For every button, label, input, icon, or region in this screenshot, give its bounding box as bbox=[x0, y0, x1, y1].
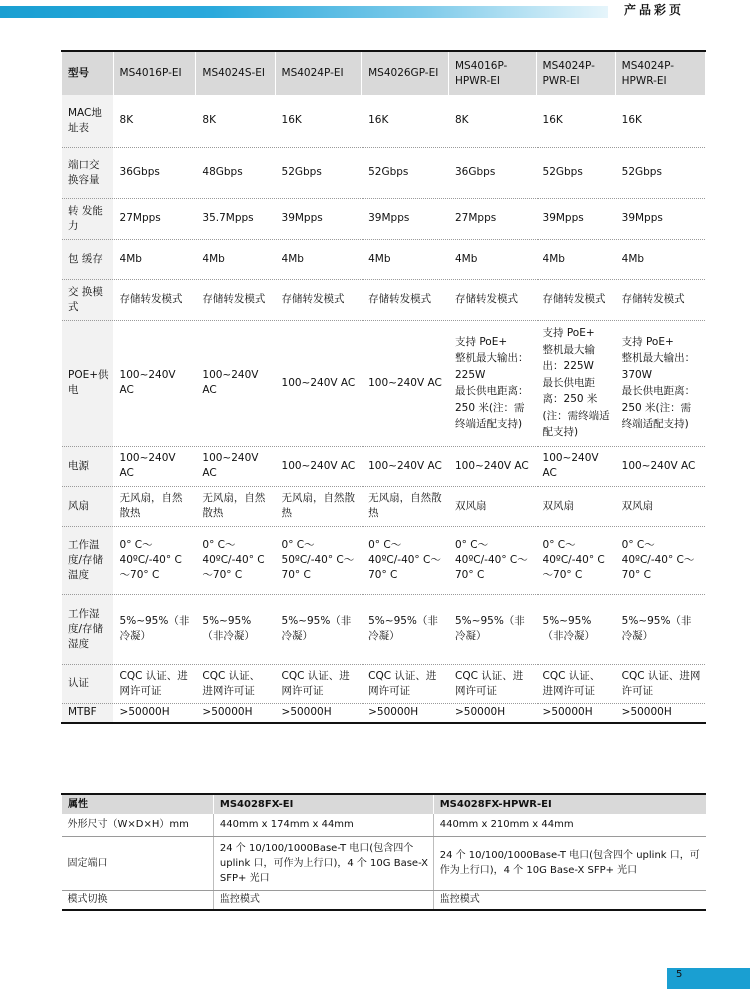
table-cell: >50000H bbox=[275, 703, 362, 723]
poe-support: 支持 PoE+ bbox=[542, 327, 595, 340]
poe-cell bbox=[536, 320, 615, 446]
table-cell: 8K bbox=[113, 95, 196, 147]
table-cell: 27Mpps bbox=[449, 198, 537, 239]
table-row bbox=[62, 836, 707, 890]
table-cell: >50000H bbox=[362, 703, 449, 723]
table-cell: CQC 认证、进网许可证 bbox=[362, 664, 449, 703]
row-label: 固定端口 bbox=[62, 836, 214, 890]
table-cell: 0° C～40ºC/-40° C～70° C bbox=[113, 526, 196, 594]
poe-max-output: 整机最大输出：225W bbox=[542, 343, 596, 373]
table-cell: 5%~95%（非冷凝） bbox=[113, 594, 196, 664]
row-label: 认证 bbox=[62, 664, 114, 703]
table-cell: 100~240V AC bbox=[449, 446, 537, 486]
table-cell: >50000H bbox=[536, 703, 615, 723]
table-cell: CQC 认证、进网许可证 bbox=[449, 664, 537, 703]
header-accent-bar bbox=[0, 6, 608, 18]
table-cell: 24 个 10/100/1000Base-T 电口(包含四个 uplink 口，可作为上行口)，4 个 10G Base-X SFP+ 光口 bbox=[213, 836, 433, 890]
table-cell: 39Mpps bbox=[362, 198, 449, 239]
table-cell: 52Gbps bbox=[362, 147, 449, 198]
table-cell: 存储转发模式 bbox=[449, 279, 537, 320]
table-cell: 100~240V AC bbox=[196, 446, 275, 486]
table-cell: 48Gbps bbox=[196, 147, 275, 198]
poe-distance: 最长供电距离：250 米(注：需终端适配支持) bbox=[542, 376, 610, 439]
table-cell: 4Mb bbox=[362, 239, 449, 279]
table-cell: 存储转发模式 bbox=[113, 279, 196, 320]
model-header: MS4028FX-EI bbox=[213, 794, 433, 814]
table-cell: 监控模式 bbox=[433, 890, 706, 910]
row-label: 外形尺寸（W×D×H）mm bbox=[62, 814, 214, 836]
table-cell: CQC 认证、进网许可证 bbox=[615, 664, 705, 703]
table-cell: 39Mpps bbox=[536, 198, 615, 239]
poe-distance: 最长供电距离：250 米(注：需终端适配支持) bbox=[455, 385, 529, 430]
table-cell: 存储转发模式 bbox=[536, 279, 615, 320]
table-row bbox=[62, 147, 706, 198]
table-cell: 5%~95%（非冷凝） bbox=[196, 594, 275, 664]
table-cell: 4Mb bbox=[196, 239, 275, 279]
table-cell: 双风扇 bbox=[449, 486, 537, 526]
row-label: 端口交换容量 bbox=[62, 147, 114, 198]
row-label: 电源 bbox=[62, 446, 114, 486]
page-number: 5 bbox=[676, 969, 683, 980]
table-cell: 100~240V AC bbox=[196, 320, 275, 446]
table-cell: 36Gbps bbox=[449, 147, 537, 198]
table-cell: 39Mpps bbox=[615, 198, 705, 239]
row-label: 模式切换 bbox=[62, 890, 214, 910]
table-cell: 0° C～40ºC/-40° C～70° C bbox=[362, 526, 449, 594]
table-row bbox=[62, 446, 706, 486]
table-cell: >50000H bbox=[449, 703, 537, 723]
table-cell: 16K bbox=[536, 95, 615, 147]
table-cell: 36Gbps bbox=[113, 147, 196, 198]
table-cell: 存储转发模式 bbox=[275, 279, 362, 320]
row-label: MTBF bbox=[62, 703, 114, 723]
table-cell: 27Mpps bbox=[113, 198, 196, 239]
table-row bbox=[62, 703, 706, 723]
model-header: MS4016P-HPWR-EI bbox=[449, 51, 537, 95]
table-cell: 100~240V AC bbox=[536, 446, 615, 486]
row-label: MAC地址表 bbox=[62, 95, 114, 147]
table-cell: 0° C～50ºC/-40° C～70° C bbox=[275, 526, 362, 594]
table-cell: 监控模式 bbox=[213, 890, 433, 910]
model-header: MS4024S-EI bbox=[196, 51, 275, 95]
table-cell: 存储转发模式 bbox=[196, 279, 275, 320]
table-cell: 无风扇，自然散热 bbox=[113, 486, 196, 526]
table-cell: 16K bbox=[362, 95, 449, 147]
poe-support: 支持 PoE+ bbox=[455, 335, 508, 348]
spec-table bbox=[61, 50, 706, 724]
table-cell: >50000H bbox=[196, 703, 275, 723]
table-cell: 5%~95%（非冷凝） bbox=[275, 594, 362, 664]
table-cell: 双风扇 bbox=[615, 486, 705, 526]
table-row bbox=[62, 890, 707, 910]
table-cell: 5%~95%（非冷凝） bbox=[362, 594, 449, 664]
table-cell: 4Mb bbox=[449, 239, 537, 279]
model-header: MS4024P-PWR-EI bbox=[536, 51, 615, 95]
table-cell: CQC 认证、进网许可证 bbox=[536, 664, 615, 703]
row-label: 转 发能力 bbox=[62, 198, 114, 239]
table-cell: 100~240V AC bbox=[113, 320, 196, 446]
header-label-cell: 型号 bbox=[62, 51, 114, 95]
table-cell: 100~240V AC bbox=[275, 320, 362, 446]
table-cell: 52Gbps bbox=[615, 147, 705, 198]
poe-max-output: 整机最大输出：370W bbox=[621, 352, 696, 381]
table-cell: CQC 认证、进网许可证 bbox=[275, 664, 362, 703]
table-cell: 存储转发模式 bbox=[362, 279, 449, 320]
table-cell: 5%~95%（非冷凝） bbox=[536, 594, 615, 664]
table-header-row bbox=[62, 794, 707, 814]
poe-cell bbox=[615, 320, 705, 446]
table-cell: 100~240V AC bbox=[615, 446, 705, 486]
table-cell: 无风扇，自然散热 bbox=[275, 486, 362, 526]
table-cell: 无风扇，自然散热 bbox=[362, 486, 449, 526]
poe-max-output: 整机最大输出：225W bbox=[455, 352, 529, 381]
table-row bbox=[62, 239, 706, 279]
page-header-title: 产品彩页 bbox=[624, 3, 685, 17]
table-cell: 24 个 10/100/1000Base-T 电口(包含四个 uplink 口，可作为上行口)，4 个 10G Base-X SFP+ 光口 bbox=[433, 836, 706, 890]
table-cell: 100~240V AC bbox=[113, 446, 196, 486]
table-cell: 0° C～40ºC/-40° C～70° C bbox=[196, 526, 275, 594]
row-label: 工作湿度/存储湿度 bbox=[62, 594, 114, 664]
table-row bbox=[62, 814, 707, 836]
row-label: POE+供电 bbox=[62, 320, 114, 446]
attribute-header: 属性 bbox=[62, 794, 214, 814]
table-cell: 440mm x 210mm x 44mm bbox=[433, 814, 706, 836]
table-cell: 39Mpps bbox=[275, 198, 362, 239]
table-cell: 16K bbox=[275, 95, 362, 147]
table-cell: 双风扇 bbox=[536, 486, 615, 526]
model-header: MS4024P-HPWR-EI bbox=[615, 51, 705, 95]
poe-support: 支持 PoE+ bbox=[621, 335, 674, 348]
table-cell: CQC 认证、进网许可证 bbox=[196, 664, 275, 703]
table-row bbox=[62, 664, 706, 703]
table-cell: 52Gbps bbox=[536, 147, 615, 198]
model-header: MS4028FX-HPWR-EI bbox=[433, 794, 706, 814]
table-cell: 100~240V AC bbox=[362, 320, 449, 446]
table-row bbox=[62, 95, 706, 147]
row-label: 包 缓存 bbox=[62, 239, 114, 279]
table-row bbox=[62, 526, 706, 594]
model-header: MS4016P-EI bbox=[113, 51, 196, 95]
table-row bbox=[62, 279, 706, 320]
poe-distance: 最长供电距离：250 米(注：需终端适配支持) bbox=[621, 385, 696, 430]
table-cell: 100~240V AC bbox=[275, 446, 362, 486]
table-row-poe bbox=[62, 320, 706, 446]
model-header: MS4024P-EI bbox=[275, 51, 362, 95]
table-cell: 16K bbox=[615, 95, 705, 147]
table-cell: 35.7Mpps bbox=[196, 198, 275, 239]
row-label: 交 换模式 bbox=[62, 279, 114, 320]
table-cell: 8K bbox=[449, 95, 537, 147]
table-cell: 0° C～40ºC/-40° C～70° C bbox=[449, 526, 537, 594]
table-cell: 52Gbps bbox=[275, 147, 362, 198]
table-cell: 100~240V AC bbox=[362, 446, 449, 486]
table-cell: 5%~95%（非冷凝） bbox=[449, 594, 537, 664]
table-cell: CQC 认证、进网许可证 bbox=[113, 664, 196, 703]
table-cell: 440mm x 174mm x 44mm bbox=[213, 814, 433, 836]
table-cell: 4Mb bbox=[536, 239, 615, 279]
fx-spec-table bbox=[61, 793, 706, 911]
model-header: MS4026GP-EI bbox=[362, 51, 449, 95]
table-row bbox=[62, 486, 706, 526]
table-cell: 0° C～40ºC/-40° C～70° C bbox=[615, 526, 705, 594]
table-cell: >50000H bbox=[615, 703, 705, 723]
row-label: 工作温度/存储温度 bbox=[62, 526, 114, 594]
table-cell: 5%~95%（非冷凝） bbox=[615, 594, 705, 664]
row-label: 风扇 bbox=[62, 486, 114, 526]
table-row bbox=[62, 594, 706, 664]
table-cell: 4Mb bbox=[615, 239, 705, 279]
table-cell: 8K bbox=[196, 95, 275, 147]
table-cell: 0° C～40ºC/-40° C～70° C bbox=[536, 526, 615, 594]
table-cell: >50000H bbox=[113, 703, 196, 723]
table-cell: 4Mb bbox=[275, 239, 362, 279]
poe-cell bbox=[449, 320, 537, 446]
table-row bbox=[62, 198, 706, 239]
table-cell: 4Mb bbox=[113, 239, 196, 279]
table-cell: 存储转发模式 bbox=[615, 279, 705, 320]
table-cell: 无风扇，自然散热 bbox=[196, 486, 275, 526]
table-header-row bbox=[62, 51, 706, 95]
